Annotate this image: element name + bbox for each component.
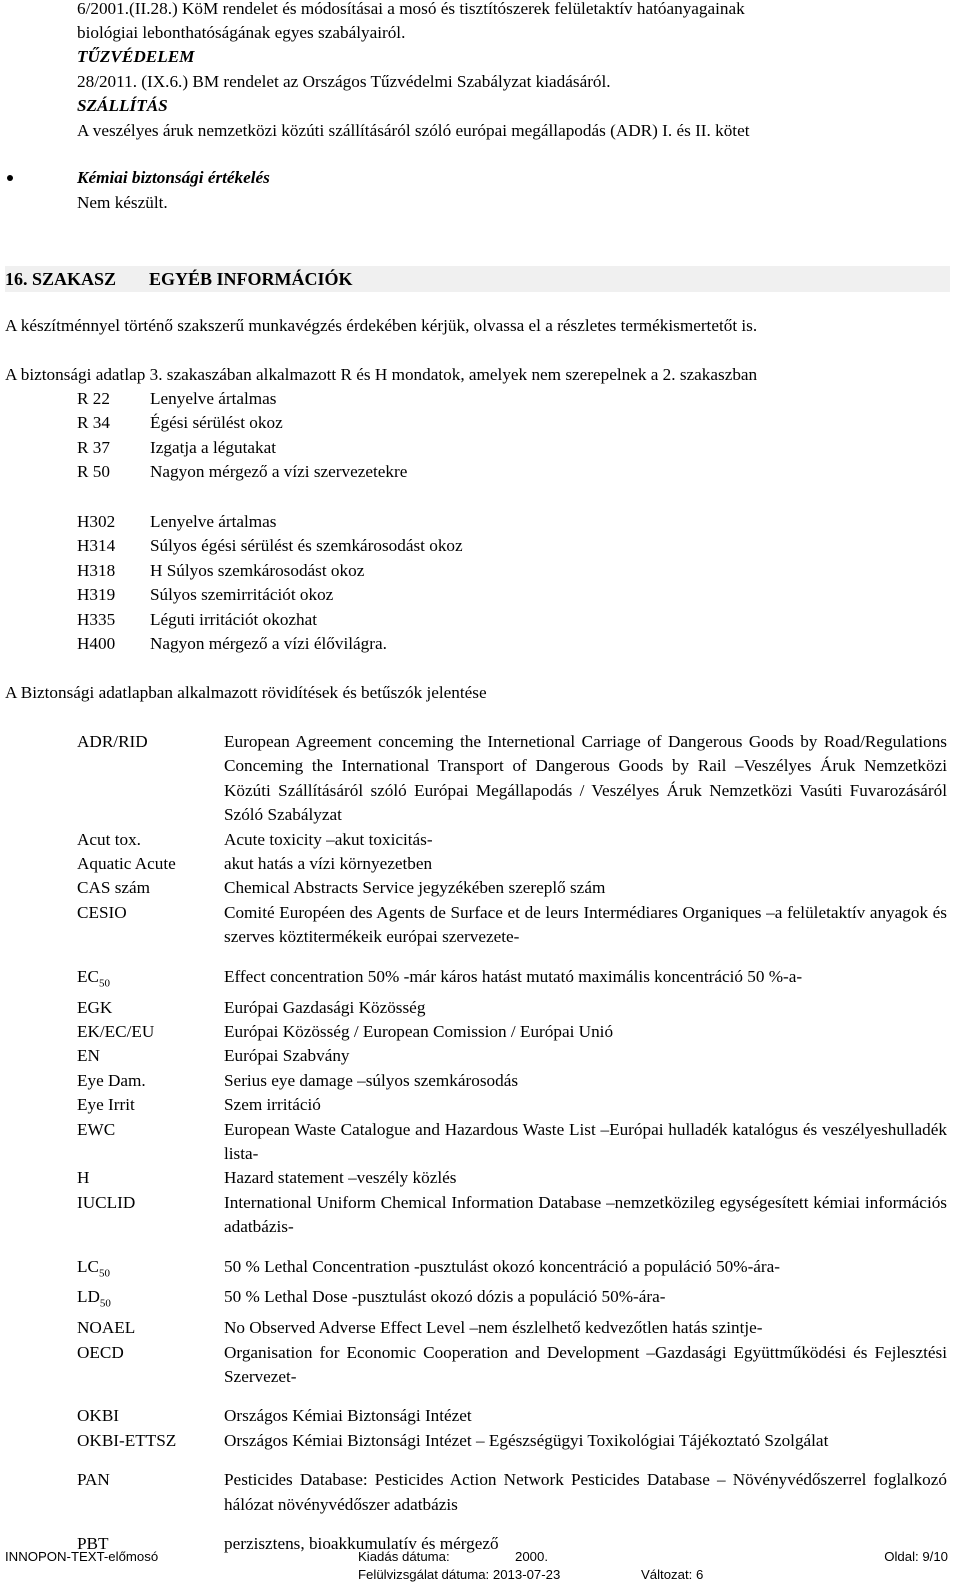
phrase-code: R 37 — [77, 437, 110, 457]
abbreviation-term — [77, 1285, 224, 1316]
abbreviation-row — [77, 1341, 947, 1390]
section-16-header — [5, 266, 950, 292]
phrase-row — [77, 608, 463, 632]
phrase-text: Léguti irritációt okozhat — [150, 609, 318, 629]
phrase-text: Súlyos égési sérülést és szemkárosodást okoz — [150, 536, 463, 556]
abbreviation-definition: No Observed Adverse Effect Level –nem észlelhető kedvezőtlen hatás szintje- — [224, 1318, 763, 1338]
section-title: EGYÉB INFORMÁCIÓK — [149, 269, 353, 289]
abbreviation-term-text: PAN — [77, 1470, 110, 1490]
phrase-code: R 34 — [77, 413, 110, 433]
phrase-row — [77, 534, 463, 558]
abbreviation-definition: Hazard statement –veszély közlés — [224, 1168, 457, 1188]
footer-issue-value: 2000. — [515, 1549, 549, 1564]
abbreviations-heading: A Biztonsági adatlapban alkalmazott rövidítések és betűszók jelentése — [5, 683, 487, 702]
regulation-line-2: biológiai lebonthatóságának egyes szabályairól. — [77, 23, 406, 42]
regulation-line-1: 6/2001.(II.28.) KöM rendelet és módosításai a mosó és tisztítószerek felületaktív hatóanyagainak — [77, 0, 745, 18]
phrase-code: R 50 — [77, 462, 110, 482]
abbreviation-term — [77, 1468, 224, 1517]
footer-page: Oldal: 9/10 — [884, 1549, 948, 1564]
abbreviation-term-text: ADR/RID — [77, 732, 148, 751]
abbreviation-term-text: CESIO — [77, 902, 127, 922]
abbreviation-subscript: 50 — [99, 1297, 111, 1310]
abbreviation-definition: 50 % Lethal Concentration -pusztulást okozó koncentráció a populáció 50%-ára- — [224, 1256, 781, 1276]
abbreviation-term — [77, 1093, 224, 1117]
abbreviation-term-text: CAS szám — [77, 878, 151, 898]
abbreviation-definition: Európai Gazdasági Közösség — [224, 997, 426, 1017]
fire-regulation: 28/2011. (IX.6.) BM rendelet az Országos Tűzvédelmi Szabályzat kiadásáról. — [77, 72, 611, 91]
abbreviation-definition: European Agreement conceming the Internetional Carriage of Dangerous Goods by Road/Regulations Conceming the International Transport of Dangerous Goods by Rail –Veszélyes Áruk Nemzetközi Közúti Szállításáról szóló Európai Megállapodás / Veszélyes Áruk Nemzetközi Vasúti Fuvarozásáról Szóló Szabályzat — [224, 732, 947, 825]
abbreviation-term — [77, 901, 224, 950]
phrase-code: H314 — [77, 536, 116, 556]
phrase-text: Lenyelve ártalmas — [150, 389, 277, 408]
abbreviation-definition: Szem irritáció — [224, 1095, 321, 1115]
abbreviation-definition: Chemical Abstracts Service jegyzékében szereplő szám — [224, 878, 606, 898]
footer-version: Változat: 6 — [641, 1567, 704, 1582]
abbreviation-definition: Európai Szabvány — [224, 1046, 350, 1066]
section-number: 16. SZAKASZ — [5, 269, 117, 289]
abbreviation-term — [77, 996, 224, 1020]
abbreviation-row — [77, 1093, 947, 1117]
phrase-text: Súlyos szemirritációt okoz — [150, 585, 334, 605]
abbreviation-term — [77, 852, 224, 876]
phrase-code: R 22 — [77, 389, 110, 408]
abbreviation-definition: Országos Kémiai Biztonsági Intézet – Egészségügyi Toxikológiai Tájékoztató Szolgálat — [224, 1430, 829, 1450]
abbreviation-row — [77, 1404, 947, 1428]
abbreviation-term — [77, 1044, 224, 1068]
footer-issue-label: Kiadás dátuma: — [358, 1549, 450, 1564]
phrase-text: Nagyon mérgező a vízi szervezetekre — [150, 462, 408, 482]
abbreviation-definition: Pesticides Database: Pesticides Action Network Pesticides Database – Növényvédőszerrel foglalkozó hálózat növényvédőszer adatbázis — [224, 1470, 947, 1514]
section-paragraph-1: A készítménnyel történő szakszerű munkavégzés érdekében kérjük, olvassa el a részletes termékismertetőt is. — [5, 316, 758, 335]
abbreviation-subscript: 50 — [98, 977, 110, 990]
chem-safety-text: Nem készült. — [77, 193, 168, 212]
abbreviation-term — [77, 876, 224, 900]
abbreviation-row — [77, 1069, 947, 1093]
abbreviation-term-text: PBT — [77, 1534, 109, 1554]
abbreviation-definition: International Uniform Chemical Information Database –nemzetközileg egységesített kémiai információs adatbázis- — [224, 1192, 947, 1237]
phrase-row — [77, 510, 463, 534]
abbreviation-term-text: OKBI — [77, 1406, 120, 1426]
abbreviations-table — [77, 730, 947, 1557]
abbreviation-definition: Országos Kémiai Biztonsági Intézet — [224, 1406, 472, 1426]
phrase-text: Nagyon mérgező a vízi élővilágra. — [150, 633, 387, 653]
abbreviation-row — [77, 1532, 947, 1556]
transport-regulation: A veszélyes áruk nemzetközi közúti szállításáról szóló európai megállapodás (ADR) I. és II. kötet — [77, 121, 750, 140]
abbreviation-row — [77, 876, 947, 900]
transport-heading: SZÁLLÍTÁS — [77, 96, 168, 115]
abbreviation-row — [77, 1166, 947, 1190]
phrase-row — [77, 460, 407, 484]
phrase-text: H Súlyos szemkárosodást okoz — [150, 560, 365, 580]
abbreviation-row — [77, 1020, 947, 1044]
abbreviation-term-text: OKBI-ETTSZ — [77, 1430, 177, 1450]
abbreviation-term — [77, 1118, 224, 1167]
phrase-code: H302 — [77, 512, 116, 531]
abbreviation-row — [77, 1285, 947, 1316]
phrase-code: H318 — [77, 560, 116, 580]
phrase-code: H400 — [77, 633, 116, 653]
abbreviation-term — [77, 828, 224, 852]
abbreviation-term — [77, 1166, 224, 1190]
abbreviation-term-text: LD — [77, 1287, 100, 1307]
phrase-row — [77, 632, 463, 656]
abbreviation-definition: Comité Européen des Agents de Surface et de leurs Intermédiares Organiques –a felületaktív anyagok és szerves köztitermékeik európai szervezete- — [224, 902, 947, 947]
abbreviation-definition: Serius eye damage –súlyos szemkárosodás — [224, 1070, 519, 1090]
footer-revision: Felülvizsgálat dátuma: 2013-07-23 — [358, 1567, 561, 1582]
abbreviation-row — [77, 730, 947, 828]
abbreviation-definition: Acute toxicity –akut toxicitás- — [224, 829, 433, 849]
abbreviation-term — [77, 730, 224, 828]
section-paragraph-2: A biztonsági adatlap 3. szakaszában alkalmazott R és H mondatok, amelyek nem szerepelnek a 2. szakaszban — [5, 365, 758, 384]
abbreviation-term-text: Acut tox. — [77, 829, 141, 849]
abbreviation-term-text: LC — [77, 1256, 99, 1276]
abbreviation-term — [77, 1191, 224, 1240]
phrase-text: Izgatja a légutakat — [150, 437, 276, 457]
abbreviation-row — [77, 1255, 947, 1286]
abbreviation-term — [77, 1020, 224, 1044]
abbreviation-term — [77, 1341, 224, 1390]
abbreviation-row — [77, 901, 947, 950]
chem-safety-heading: Kémiai biztonsági értékelés — [77, 168, 270, 187]
phrase-code: H319 — [77, 585, 116, 605]
abbreviation-row — [77, 1118, 947, 1167]
abbreviation-term-text: EWC — [77, 1119, 116, 1139]
abbreviation-row — [77, 1468, 947, 1517]
abbreviation-term-text: NOAEL — [77, 1318, 136, 1338]
abbreviation-row — [77, 828, 947, 852]
abbreviation-term-text: Aquatic Acute — [77, 854, 176, 874]
abbreviation-row — [77, 1429, 947, 1453]
abbreviation-term-text: Eye Dam. — [77, 1070, 146, 1090]
footer-product: INNOPON-TEXT-előmosó — [5, 1549, 159, 1564]
phrase-row — [77, 436, 407, 460]
abbreviation-term-text: IUCLID — [77, 1192, 136, 1212]
abbreviation-row — [77, 965, 947, 996]
abbreviation-term — [77, 1404, 224, 1428]
phrase-row — [77, 583, 463, 607]
abbreviation-term-text: H — [77, 1168, 90, 1188]
phrase-text: Lenyelve ártalmas — [150, 512, 277, 531]
abbreviation-term-text: EK/EC/EU — [77, 1021, 155, 1041]
abbreviation-definition: European Waste Catalogue and Hazardous Waste List –Európai hulladék katalógus és veszélyeshulladék lista- — [224, 1119, 947, 1163]
abbreviation-definition: akut hatás a vízi környezetben — [224, 854, 433, 874]
abbreviation-term-text: EN — [77, 1046, 100, 1066]
abbreviation-row — [77, 1044, 947, 1068]
abbreviation-definition: 50 % Lethal Dose -pusztulást okozó dózis a populáció 50%-ára- — [224, 1287, 666, 1307]
phrase-row — [77, 411, 407, 435]
abbreviation-definition: Európai Közösség / European Comission / Európai Unió — [224, 1021, 614, 1041]
bullet-icon — [7, 175, 13, 181]
abbreviation-term — [77, 1429, 224, 1453]
abbreviation-row — [77, 1316, 947, 1340]
abbreviation-term-text: OECD — [77, 1342, 124, 1362]
phrase-row — [77, 387, 407, 411]
abbreviation-term-text: EC — [77, 966, 99, 986]
abbreviation-row — [77, 996, 947, 1020]
h-phrases-list — [77, 510, 463, 656]
abbreviation-term-text: Eye Irrit — [77, 1095, 135, 1115]
abbreviation-definition: Organisation for Economic Cooperation and Development –Gazdasági Együttműködési és Fejlesztési Szervezet- — [224, 1342, 947, 1387]
abbreviation-subscript: 50 — [98, 1267, 110, 1279]
r-phrases-list — [77, 387, 407, 485]
abbreviation-term — [77, 1255, 224, 1286]
abbreviation-row — [77, 852, 947, 876]
abbreviation-row — [77, 1191, 947, 1240]
abbreviation-definition: Effect concentration 50% -már káros hatást mutató maximális koncentráció 50 %-a- — [224, 966, 803, 986]
abbreviation-term-text: EGK — [77, 997, 113, 1017]
phrase-code: H335 — [77, 609, 116, 629]
abbreviation-term — [77, 965, 224, 996]
abbreviation-definition: perzisztens, bioakkumulatív és mérgező — [224, 1534, 499, 1554]
fire-heading: TŰZVÉDELEM — [77, 47, 195, 66]
abbreviation-term — [77, 1069, 224, 1093]
phrase-text: Égési sérülést okoz — [150, 413, 283, 433]
abbreviation-term — [77, 1316, 224, 1340]
phrase-row — [77, 559, 463, 583]
